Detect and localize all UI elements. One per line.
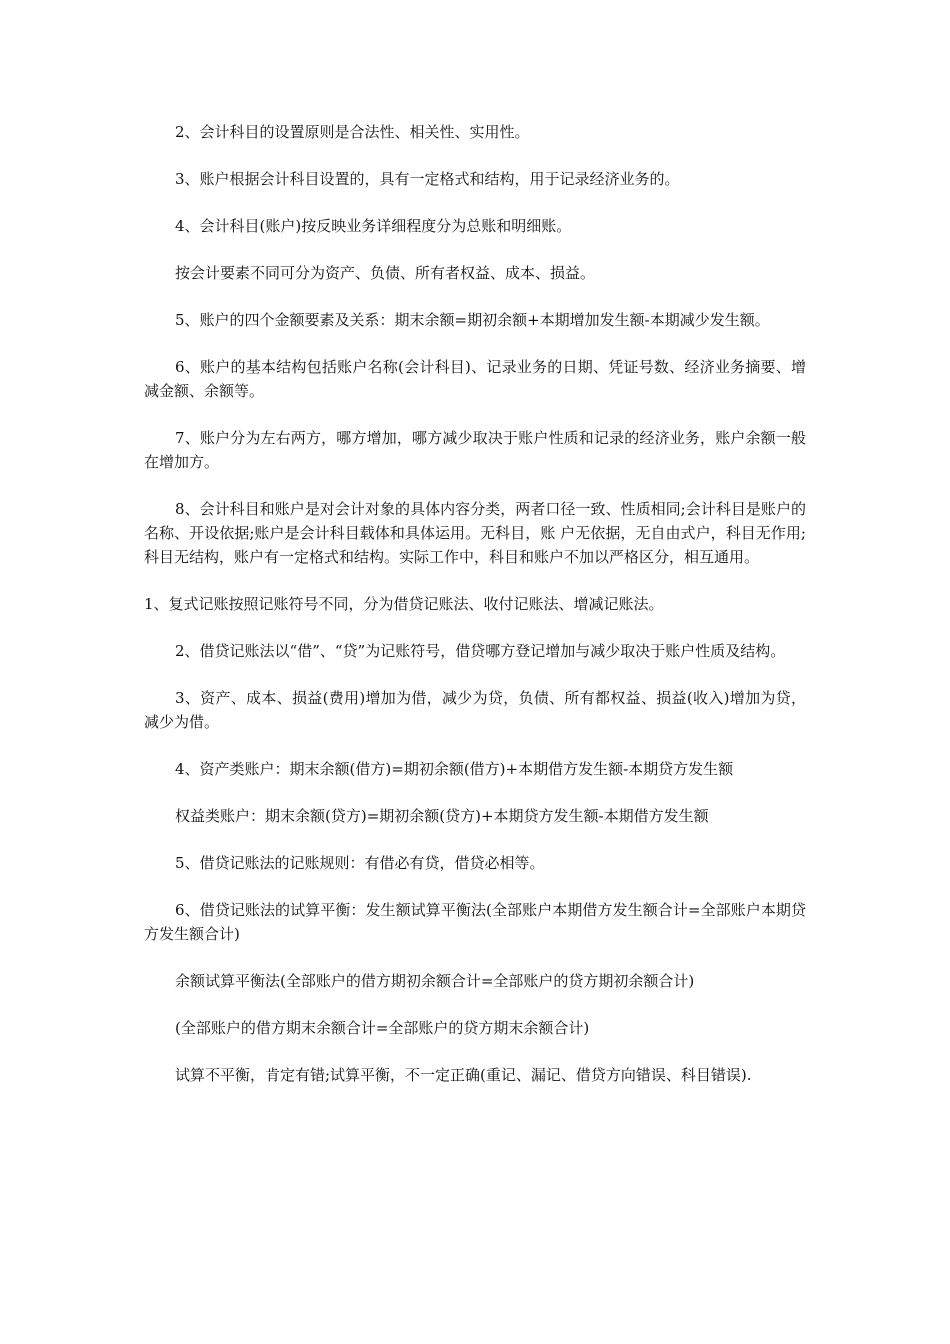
paragraph-15: 6、借贷记账法的试算平衡：发生额试算平衡法(全部账户本期借方发生额合计=全部账户本期贷方发生额合计) bbox=[144, 901, 806, 943]
paragraph-8: 8、会计科目和账户是对会计对象的具体内容分类，两者口径一致、性质相同;会计科目是账户的名称、开设依据;账户是会计科目载体和具体运用。无科目，账 户无依据，无自由式户，科目无作用;科目无结构，账户有一定格式和结构。实际工作中，科目和账户不加以严格区分，相互通用。 bbox=[144, 500, 806, 566]
paragraph-14: 5、借贷记账法的记账规则：有借必有贷，借贷必相等。 bbox=[175, 854, 545, 872]
paragraph-13: 权益类账户：期末余额(贷方)=期初余额(贷方)+本期贷方发生额-本期借方发生额 bbox=[175, 807, 709, 825]
paragraph-11: 3、资产、成本、损益(费用)增加为借，减少为贷，负债、所有都权益、损益(收入)增加为贷，减少为借。 bbox=[144, 689, 806, 731]
paragraph-6: 6、账户的基本结构包括账户名称(会计科目)、记录业务的日期、凭证号数、经济业务摘要、增减金额、余额等。 bbox=[144, 358, 806, 400]
paragraph-5: 5、账户的四个金额要素及关系：期末余额=期初余额+本期增加发生额-本期减少发生额。 bbox=[175, 311, 770, 329]
paragraph-7: 7、账户分为左右两方，哪方增加，哪方减少取决于账户性质和记录的经济业务，账户余额一般在增加方。 bbox=[144, 429, 806, 471]
paragraph-3: 4、会计科目(账户)按反映业务详细程度分为总账和明细账。 bbox=[175, 217, 572, 235]
paragraph-2: 3、账户根据会计科目设置的，具有一定格式和结构，用于记录经济业务的。 bbox=[175, 170, 680, 188]
paragraph-10: 2、借贷记账法以“借”、“贷”为记账符号，借贷哪方登记增加与减少取决于账户性质及结构。 bbox=[175, 642, 786, 660]
paragraph-18: 试算不平衡，肯定有错;试算平衡，不一定正确(重记、漏记、借贷方向错误、科目错误). bbox=[175, 1066, 752, 1084]
paragraph-1: 2、会计科目的设置原则是合法性、相关性、实用性。 bbox=[175, 123, 530, 141]
paragraph-4: 按会计要素不同可分为资产、负债、所有者权益、成本、损益。 bbox=[175, 264, 596, 282]
paragraph-16: 余额试算平衡法(全部账户的借方期初余额合计=全部账户的贷方期初余额合计) bbox=[175, 972, 695, 990]
paragraph-17: (全部账户的借方期末余额合计=全部账户的贷方期末余额合计) bbox=[175, 1019, 590, 1037]
paragraph-9: 1、复式记账按照记账符号不同，分为借贷记账法、收付记账法、增减记账法。 bbox=[144, 595, 664, 613]
paragraph-12: 4、资产类账户：期末余额(借方)=期初余额(借方)+本期借方发生额-本期贷方发生额 bbox=[175, 760, 734, 778]
document-body bbox=[144, 120, 806, 1110]
